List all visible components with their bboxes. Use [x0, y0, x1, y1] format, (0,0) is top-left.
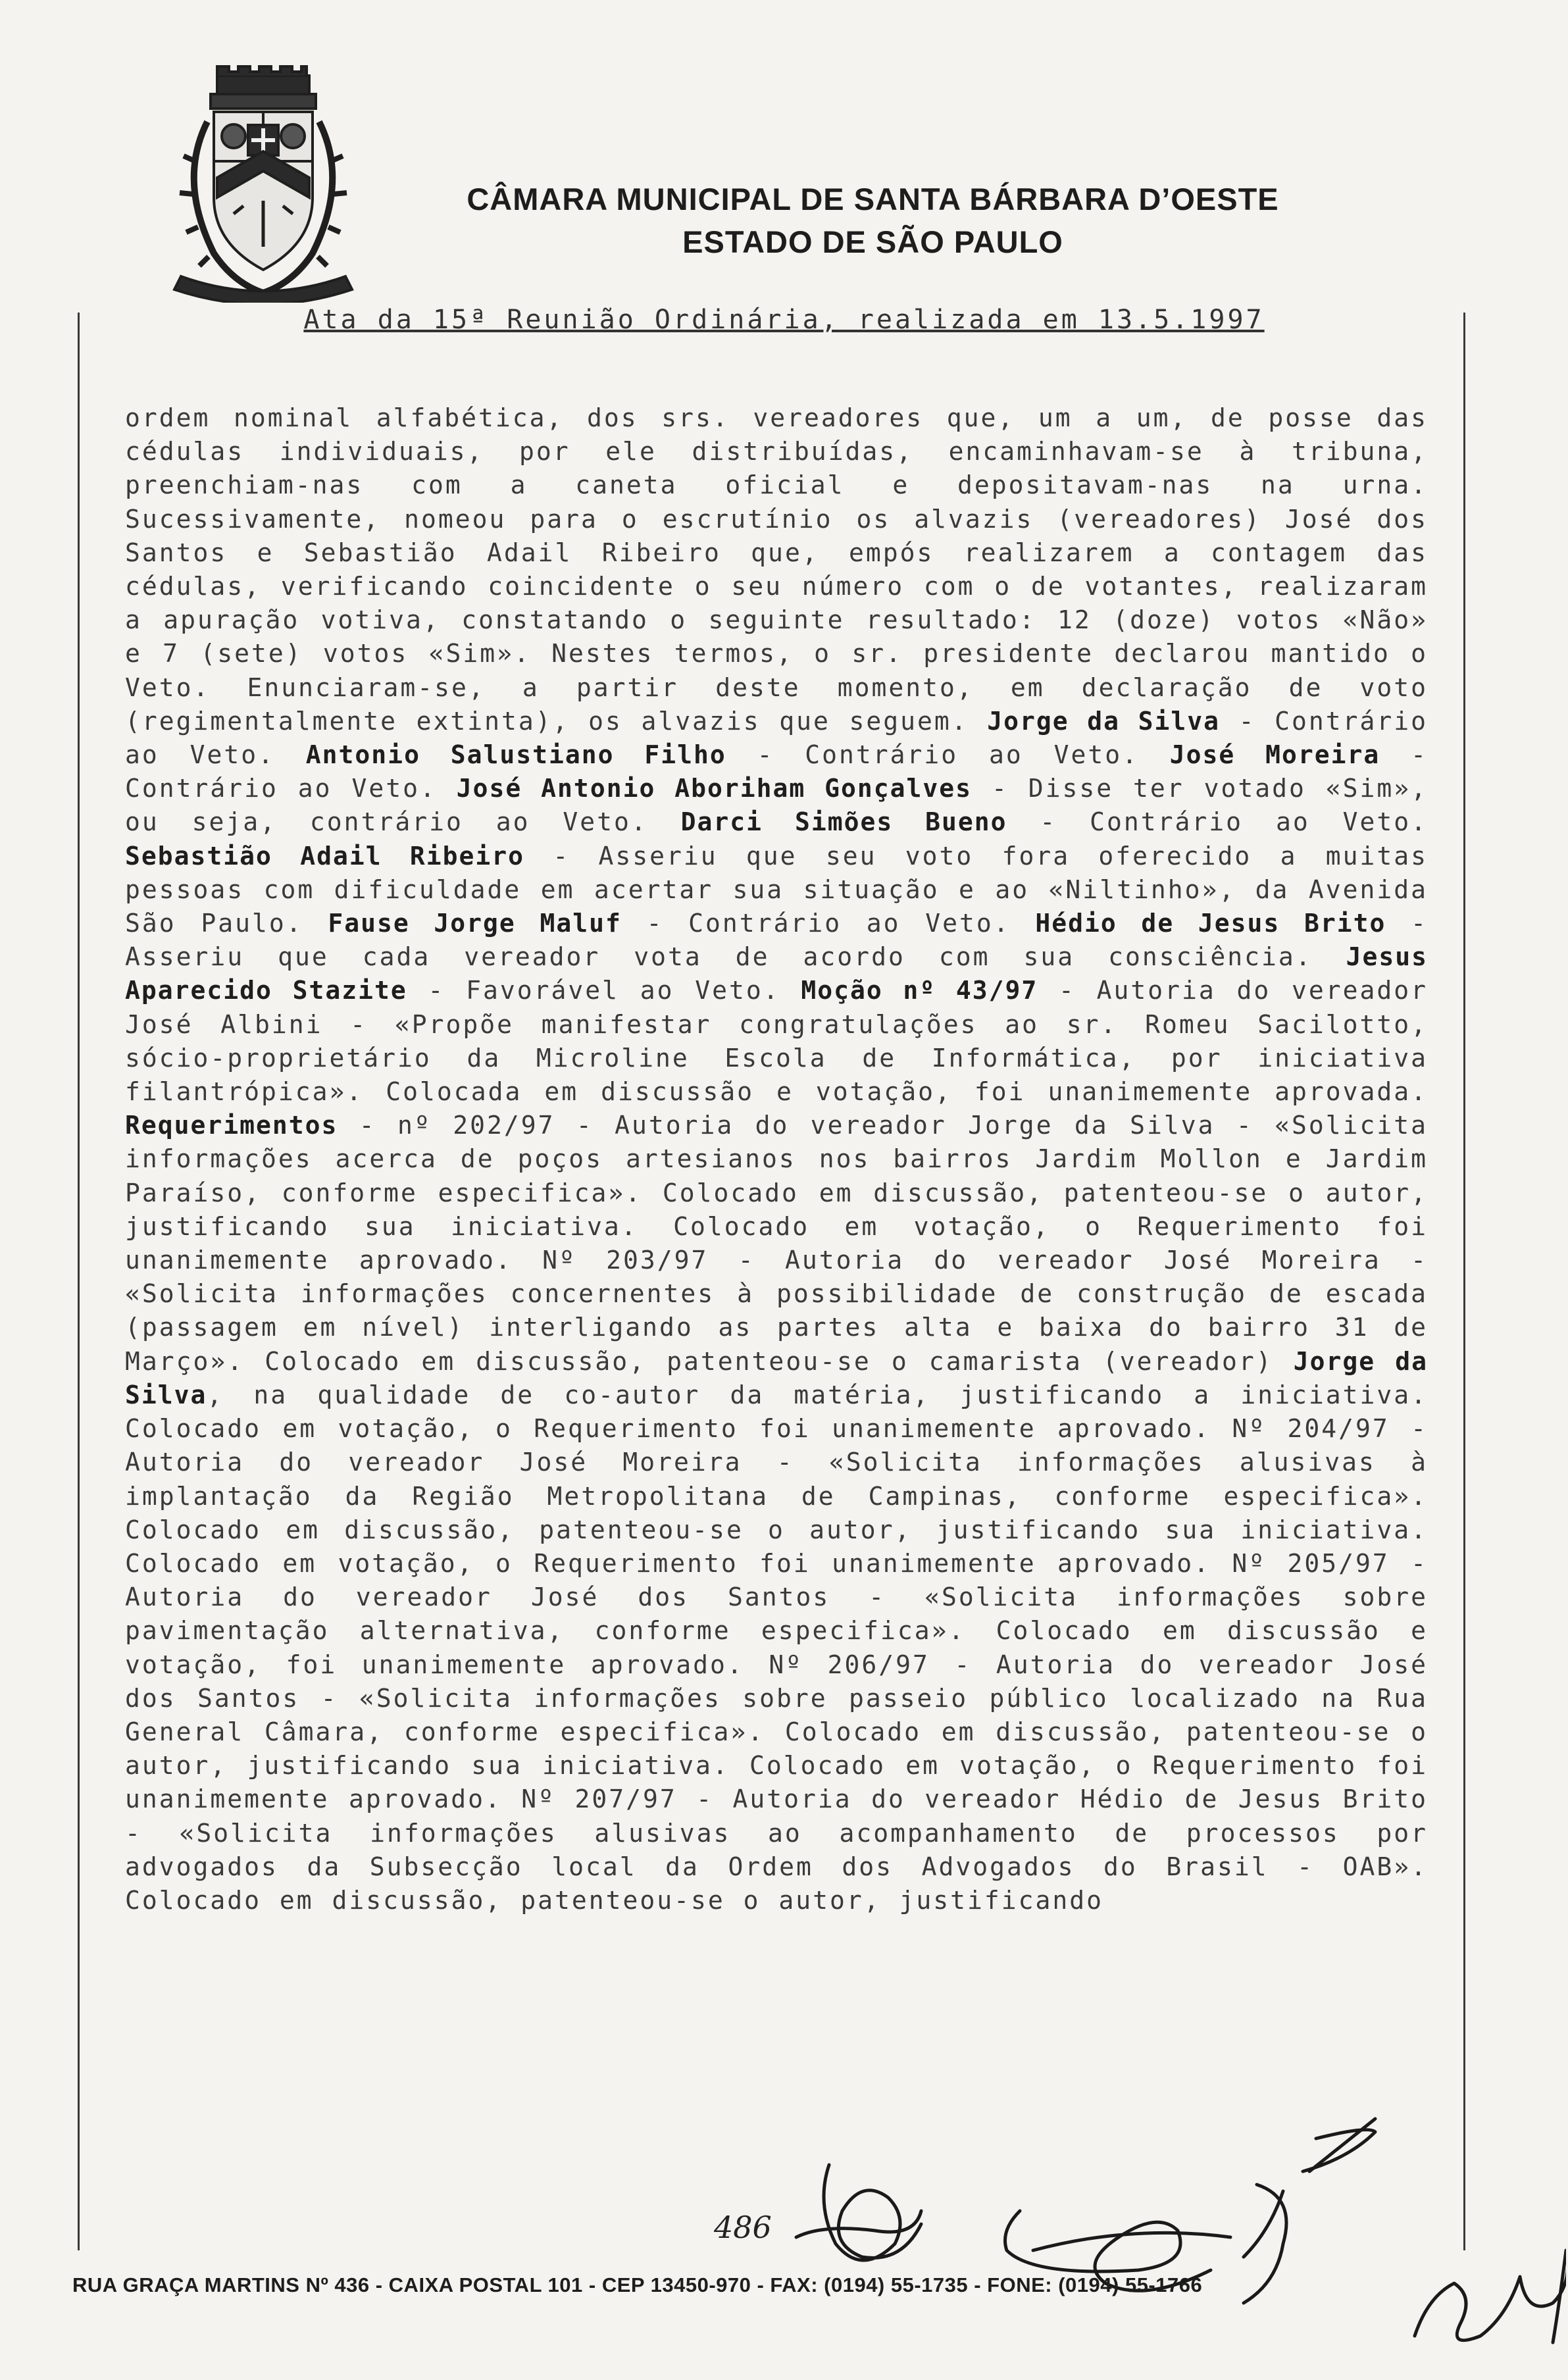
handwritten-signatures-icon — [757, 2112, 1566, 2375]
minutes-title: Ata da 15ª Reunião Ordinária, realizada em 13.5.1997 — [303, 305, 1265, 335]
bold-name-run: Requerimentos — [125, 1111, 338, 1140]
bold-name-run: José Antonio Aboriham Gonçalves — [456, 774, 973, 803]
text-run: - Contrário ao Veto. — [621, 909, 1036, 938]
bold-name-run: Jesus Aparecido Stazite — [125, 942, 1428, 1005]
bold-name-run: José Moreira — [1169, 740, 1380, 770]
minutes-body-text — [125, 401, 1428, 1917]
text-run: , na qualidade de co-autor da matéria, justificando a iniciativa. Colocado em votação, o Requerimento foi unanimemente aprovado. Nº 204/97 - Autoria do vereador José Moreira - «Solicita informações alusivas à implantação da Região Metropolitana de Campinas, conforme especifica». Colocado em discussão, patenteou-se o autor, justificando sua iniciativa. Colocado em votação, o Requerimento foi unanimemente aprovado. Nº 205/97 - Autoria do vereador José dos Santos - «Solicita informações sobre pavimentação alternativa, conforme especifica». Colocado em discussão e votação, foi unanimemente aprovado. Nº 206/97 - Autoria do vereador José dos Santos - «Solicita informações sobre passeio público localizado na Rua General Câmara, conforme especifica». Colocado em discussão, patenteou-se o autor, justificando sua iniciativa. Colocado em votação, o Requerimento foi unanimemente aprovado. Nº 207/97 - Autoria do vereador Hédio de Jesus Brito - «Solicita informações alusivas ao acompanhamento de processos por advogados da Subsecção local da Ordem dos Advogados do Brasil - OAB». Colocado em discussão, patenteou-se o autor, justificando — [125, 1380, 1428, 1915]
text-run: ordem nominal alfabética, dos srs. vereadores que, um a um, de posse das cédulas individuais, por ele distribuídas, encaminhavam-se à tribuna, preenchiam-nas com a caneta oficial e depositavam-nas na urna. Sucessivamente, nomeou para o escrutínio os alvazis (vereadores) José dos Santos e Sebastião Adail Ribeiro que, empós realizarem a contagem das cédulas, verificando coincidente o seu número com o de votantes, realizaram a apuração votiva, constatando o seguinte resultado: 12 (doze) votos «Não» e 7 (sete) votos «Sim». Nestes termos, o sr. presidente declarou mantido o Veto. Enunciaram-se, a partir deste momento, em declaração de voto (regimentalmente extinta), os alvazis que seguem. — [125, 403, 1428, 736]
page-number: 486 — [714, 2210, 772, 2245]
footer-address: RUA GRAÇA MARTINS Nº 436 - CAIXA POSTAL 101 - CEP 13450-970 - FAX: (0194) 55-1735 - FONE: (0194) 55-1766 — [72, 2273, 1203, 2296]
bold-name-run: Sebastião Adail Ribeiro — [125, 841, 525, 871]
bold-name-run: Hédio de Jesus Brito — [1035, 909, 1386, 938]
right-margin-rule — [1463, 313, 1465, 2250]
bold-name-run: Fause Jorge Maluf — [328, 909, 622, 938]
bold-name-run: Jorge da Silva — [125, 1346, 1428, 1409]
bold-name-run: Darci Simões Bueno — [680, 807, 1007, 837]
text-run: - Contrário ao Veto. — [125, 740, 1428, 803]
text-run: - Favorável ao Veto. — [407, 976, 801, 1005]
bold-name-run: Moção nº 43/97 — [801, 976, 1038, 1005]
bold-name-run: Antonio Salustiano Filho — [305, 740, 726, 770]
text-run: - Contrário ao Veto. — [125, 706, 1428, 770]
text-run: - Disse ter votado «Sim», ou seja, contrário ao Veto. — [125, 774, 1429, 837]
text-run: - Autoria do vereador José Albini - «Propõe manifestar congratulações ao sr. Romeu Sacilotto, sócio-proprietário da Microline Escola de Informática, por iniciativa filantrópica». Colocada em discussão e votação, foi unanimemente aprovada. — [125, 976, 1428, 1107]
left-margin-rule — [78, 313, 80, 2250]
bold-name-run: Jorge da Silva — [987, 706, 1220, 736]
institution-title: CÂMARA MUNICIPAL DE SANTA BÁRBARA D’OESTE — [467, 182, 1279, 216]
state-subtitle: ESTADO DE SÃO PAULO — [682, 224, 1063, 259]
text-run: - Asseriu que seu voto fora oferecido a muitas pessoas com dificuldade em acertar sua situação e ao «Niltinho», da Avenida São Paulo. — [125, 841, 1429, 938]
text-run: - Contrário ao Veto. — [726, 740, 1170, 770]
text-run: - nº 202/97 - Autoria do vereador Jorge da Silva - «Solicita informações acerca de poços artesianos nos bairros Jardim Mollon e Jardim Paraíso, conforme especifica». Colocado em discussão, patenteou-se o autor, justificando sua iniciativa. Colocado em votação, o Requerimento foi unanimemente aprovado. Nº 203/97 - Autoria do vereador José Moreira - «Solicita informações concernentes à possibilidade de construção de escada (passagem em nível) interligando as partes alta e baixa do bairro 31 de Março». Colocado em discussão, patenteou-se o camarista (vereador) — [125, 1111, 1428, 1376]
text-run: - Contrário ao Veto. — [1007, 807, 1428, 837]
text-run: - Asseriu que cada vereador vota de acordo com sua consciência. — [125, 909, 1428, 972]
